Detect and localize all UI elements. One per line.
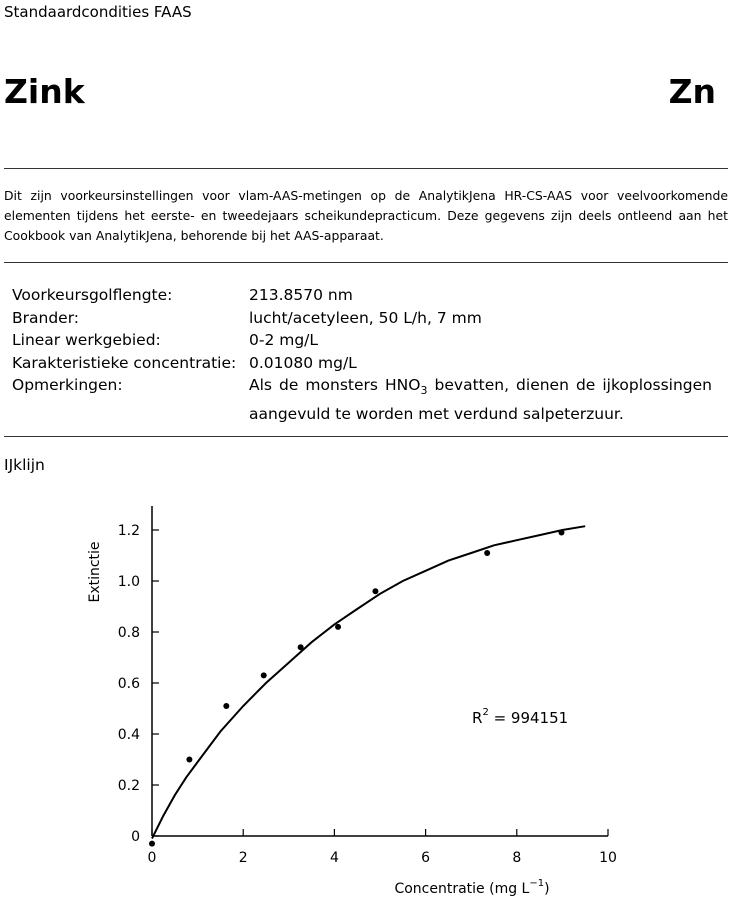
- chart-axes: [152, 506, 608, 836]
- y-tick-label: 0.6: [117, 676, 140, 692]
- r-squared-annotation: [472, 707, 568, 727]
- condition-value: 0.01080 mg/L: [249, 353, 357, 372]
- condition-value: lucht/acetyleen, 50 L/h, 7 mm: [249, 308, 482, 327]
- data-point: [372, 588, 378, 594]
- x-tick-label: 0: [147, 850, 157, 866]
- chart-ticks: [118, 523, 617, 866]
- data-point: [149, 841, 155, 847]
- data-point: [223, 703, 229, 709]
- condition-value: 213.8570 nm: [249, 286, 353, 304]
- condition-label: Opmerkingen:: [12, 376, 123, 395]
- data-point: [298, 644, 304, 650]
- r-squared-value: = 994151: [488, 709, 569, 727]
- x-axis-label-sup: −1: [529, 878, 545, 889]
- y-tick-label: 1.2: [117, 523, 140, 539]
- x-tick-label: 4: [329, 850, 339, 866]
- y-tick-label: 0.2: [117, 778, 140, 794]
- data-point: [558, 530, 564, 536]
- remarks-text-after: bevatten, dienen de ijkoplossingen aangevuld te worden met verdund salpeterzuur.: [249, 376, 712, 424]
- data-point: [261, 672, 267, 678]
- data-point: [335, 624, 341, 630]
- x-tick-label: 10: [599, 850, 617, 866]
- y-axis-label: Extinctie: [87, 541, 103, 603]
- condition-label: Karakteristieke concentratie:: [12, 353, 237, 372]
- y-tick-label: 0.8: [117, 625, 140, 641]
- x-axis-label-text: Concentratie (mg L: [394, 881, 530, 897]
- data-point: [484, 550, 490, 556]
- intro-paragraph: Dit zijn voorkeursinstellingen voor vlam-AAS-metingen op de AnalytikJena HR-CS-AAS voor veelvoorkomende elementen tijdens het eerste- en tweedejaars scheikundepracticum. Deze gegevens zijn deels ontleend aan het Cookbook van AnalytikJena, behorende bij het AAS-apparaat.: [4, 188, 728, 243]
- r-squared-prefix: R: [472, 709, 483, 727]
- condition-label: Linear werkgebied:: [12, 331, 161, 350]
- x-axis-label-end: ): [544, 881, 550, 897]
- condition-label: Brander:: [12, 308, 80, 327]
- remarks-text: Als de monsters HNO: [249, 376, 421, 395]
- r-squared-sup: 2: [482, 707, 489, 718]
- chart-points: [149, 530, 564, 847]
- x-tick-label: 2: [238, 850, 248, 866]
- y-tick-label: 0.4: [117, 727, 140, 743]
- y-tick-label: 0: [131, 829, 140, 845]
- condition-label: Voorkeursgolflengte:: [12, 286, 173, 304]
- element-name: Zink: [4, 72, 85, 111]
- fit-curve: [152, 526, 585, 838]
- x-tick-label: 6: [421, 850, 431, 866]
- x-tick-label: 8: [512, 850, 522, 866]
- x-axis-label: [394, 878, 549, 897]
- condition-value: 0-2 mg/L: [249, 331, 319, 350]
- remarks-subscript: 3: [420, 384, 428, 398]
- element-symbol: Zn: [668, 72, 716, 111]
- y-tick-label: 1.0: [117, 574, 140, 590]
- header-label: Standaardcondities FAAS: [4, 3, 192, 21]
- section-title: IJklijn: [4, 456, 45, 474]
- data-point: [186, 757, 192, 763]
